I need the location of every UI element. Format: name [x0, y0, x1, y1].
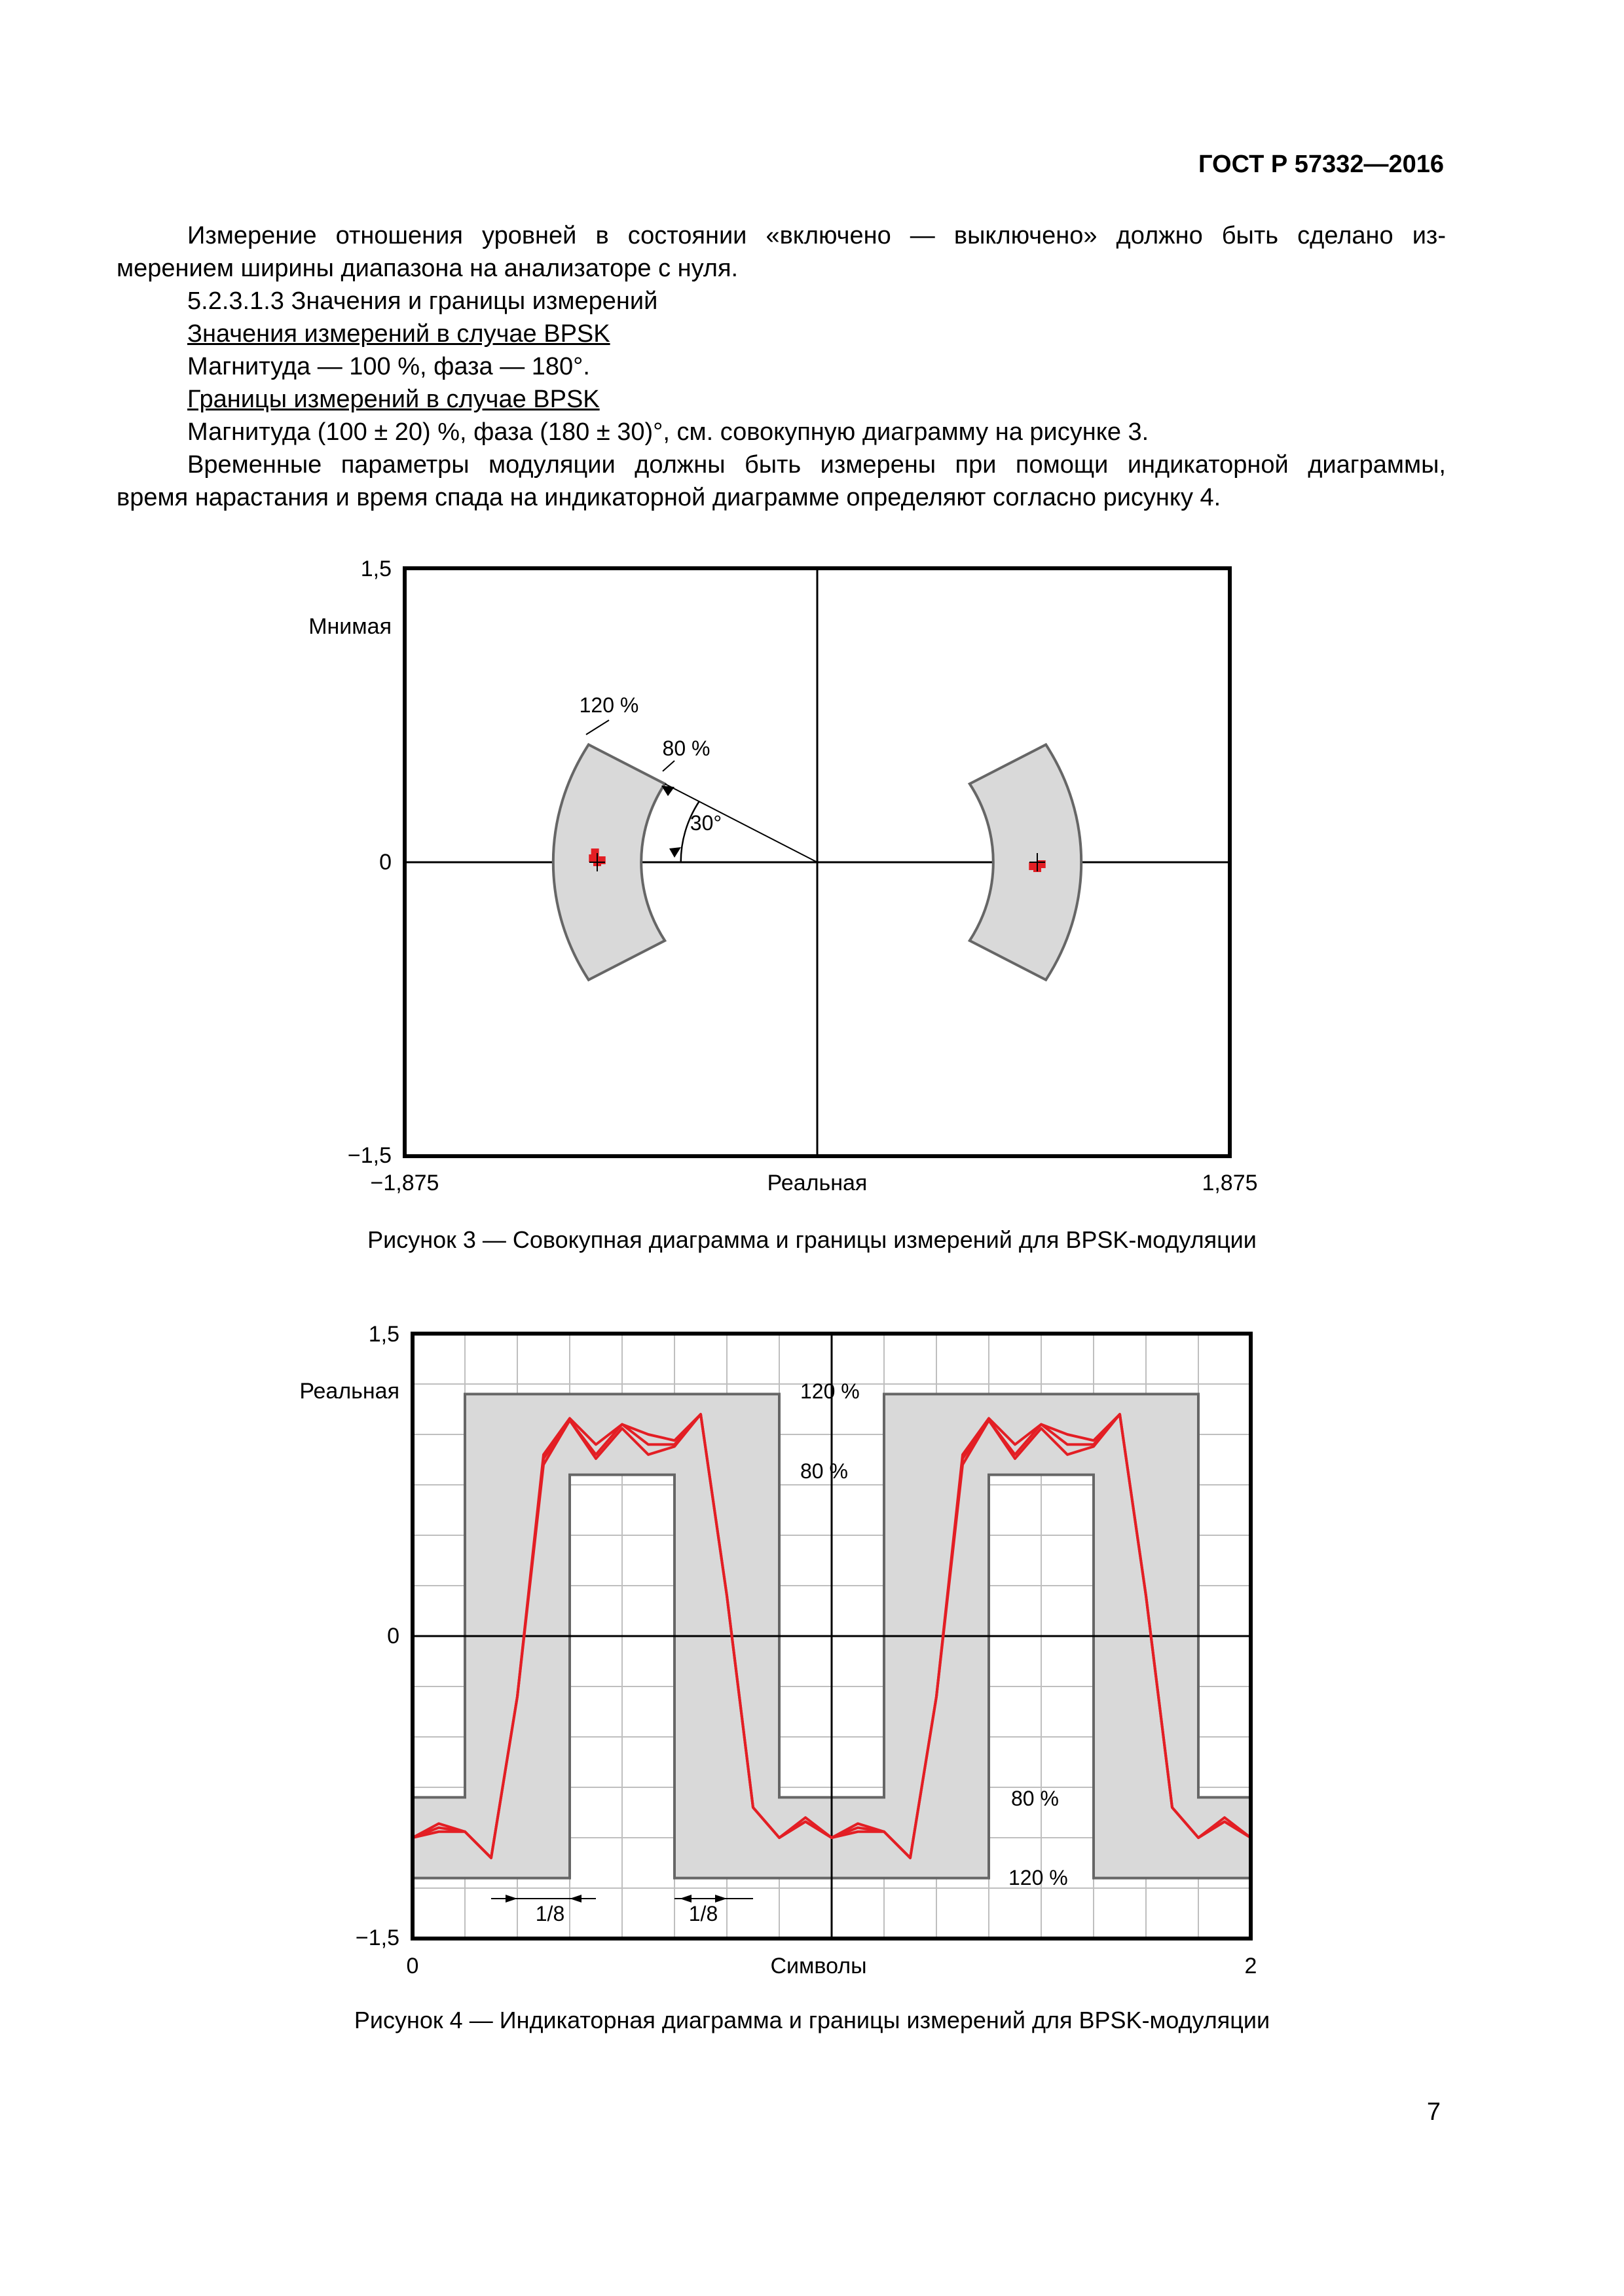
standard-number: ГОСТ Р 57332—2016 [1198, 151, 1444, 178]
fig4-x-axis-title: Символы [770, 1954, 867, 1978]
fig3-y-top-label: 1,5 [360, 556, 392, 581]
values-text: Магнитуда — 100 %, фаза — 180°. [187, 353, 590, 380]
fig4-y-bottom-label: −1,5 [355, 1925, 399, 1950]
fig3-x-left-label: −1,875 [370, 1171, 439, 1195]
fig4-y-top-label: 1,5 [368, 1322, 399, 1347]
paragraph-line: время нарастания и время спада на индикаторной диаграмме определяют согласно рисунку 4. [117, 484, 1221, 511]
fig3-y-zero-label: 0 [379, 850, 392, 875]
fig4-y-zero-label: 0 [387, 1624, 399, 1649]
fig4-x-right-label: 2 [1244, 1954, 1257, 1978]
fig3-x-axis-title: Реальная [767, 1171, 868, 1195]
fig4-lower-inner-label: 80 % [1011, 1787, 1059, 1810]
fig3-angle-label: 30° [690, 811, 722, 835]
fig3-outer-ring-label: 120 % [579, 693, 639, 717]
page-number: 7 [1426, 2098, 1441, 2126]
figure-3-caption: Рисунок 3 — Совокупная диаграмма и границы измерений для BPSK-модуляции [367, 1226, 1257, 1253]
fig4-upper-outer-label: 120 % [800, 1379, 860, 1403]
fig4-x-left-label: 0 [406, 1954, 419, 1978]
fig3-inner-ring-label: 80 % [662, 737, 710, 760]
limits-heading: Границы измерений в случае BPSK [187, 386, 600, 413]
paragraph-line: Временные параметры модуляции должны быть измерены при помощи индикаторной диаграммы, [187, 451, 1446, 479]
paragraph-line: мерением ширины диапазона на анализаторе с нуля. [117, 255, 739, 282]
limits-text: Магнитуда (100 ± 20) %, фаза (180 ± 30)°, см. совокупную диаграмму на рисунке 3. [187, 418, 1149, 446]
figure-4-caption: Рисунок 4 — Индикаторная диаграмма и границы измерений для BPSK-модуляции [354, 2007, 1270, 2033]
fig4-fall-label: 1/8 [688, 1902, 718, 1925]
fig4-rise-label: 1/8 [535, 1902, 565, 1925]
paragraph-line: Измерение отношения уровней в состоянии «включено — выключено» должно быть сделано из- [187, 222, 1446, 249]
values-heading: Значения измерений в случае BPSK [187, 320, 610, 348]
fig4-y-axis-title: Реальная [299, 1379, 399, 1404]
fig4-upper-inner-label: 80 % [800, 1459, 848, 1483]
fig3-x-right-label: 1,875 [1202, 1171, 1258, 1195]
fig3-y-axis-title: Мнимая [308, 614, 392, 639]
fig3-y-bottom-label: −1,5 [347, 1143, 392, 1168]
section-title: 5.2.3.1.3 Значения и границы измерений [187, 287, 658, 315]
fig4-lower-outer-label: 120 % [1008, 1866, 1068, 1889]
